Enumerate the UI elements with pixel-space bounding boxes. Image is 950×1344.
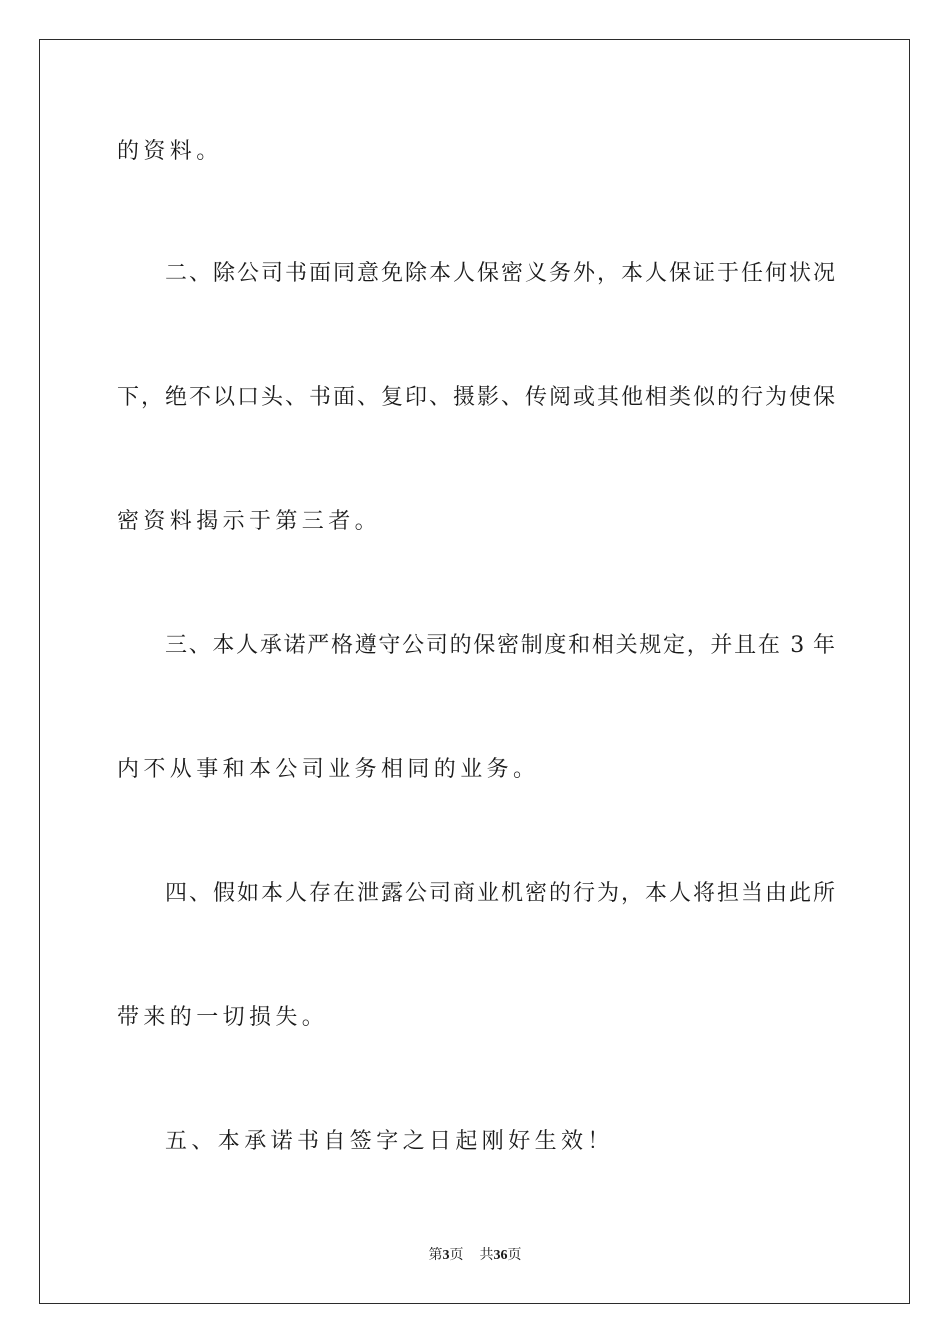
total-pages-label: 共36页 [479,1247,522,1263]
page-border [39,39,910,1304]
paragraph-line: 四、假如本人存在泄露公司商业机密的行为，本人将担当由此所 [165,881,835,906]
paragraph-line: 密资料揭示于第三者。 [117,509,382,534]
paragraph-line: 带来的一切损失。 [117,1005,329,1030]
paragraph-line: 下，绝不以口头、书面、复印、摄影、传阅或其他相类似的行为使保 [117,385,835,410]
paragraph-line: 内不从事和本公司业务相同的业务。 [117,757,540,782]
page-number-label: 第3页 [428,1247,464,1263]
paragraph-line: 三、本人承诺严格遵守公司的保密制度和相关规定，并且在 3 年 [165,633,835,658]
paragraph-line: 二、除公司书面同意免除本人保密义务外，本人保证于任何状况 [165,261,835,286]
paragraph-line: 的资料。 [117,139,223,164]
paragraph-line: 五、本承诺书自签字之日起刚好生效！ [165,1129,614,1154]
page-footer [0,1246,950,1265]
